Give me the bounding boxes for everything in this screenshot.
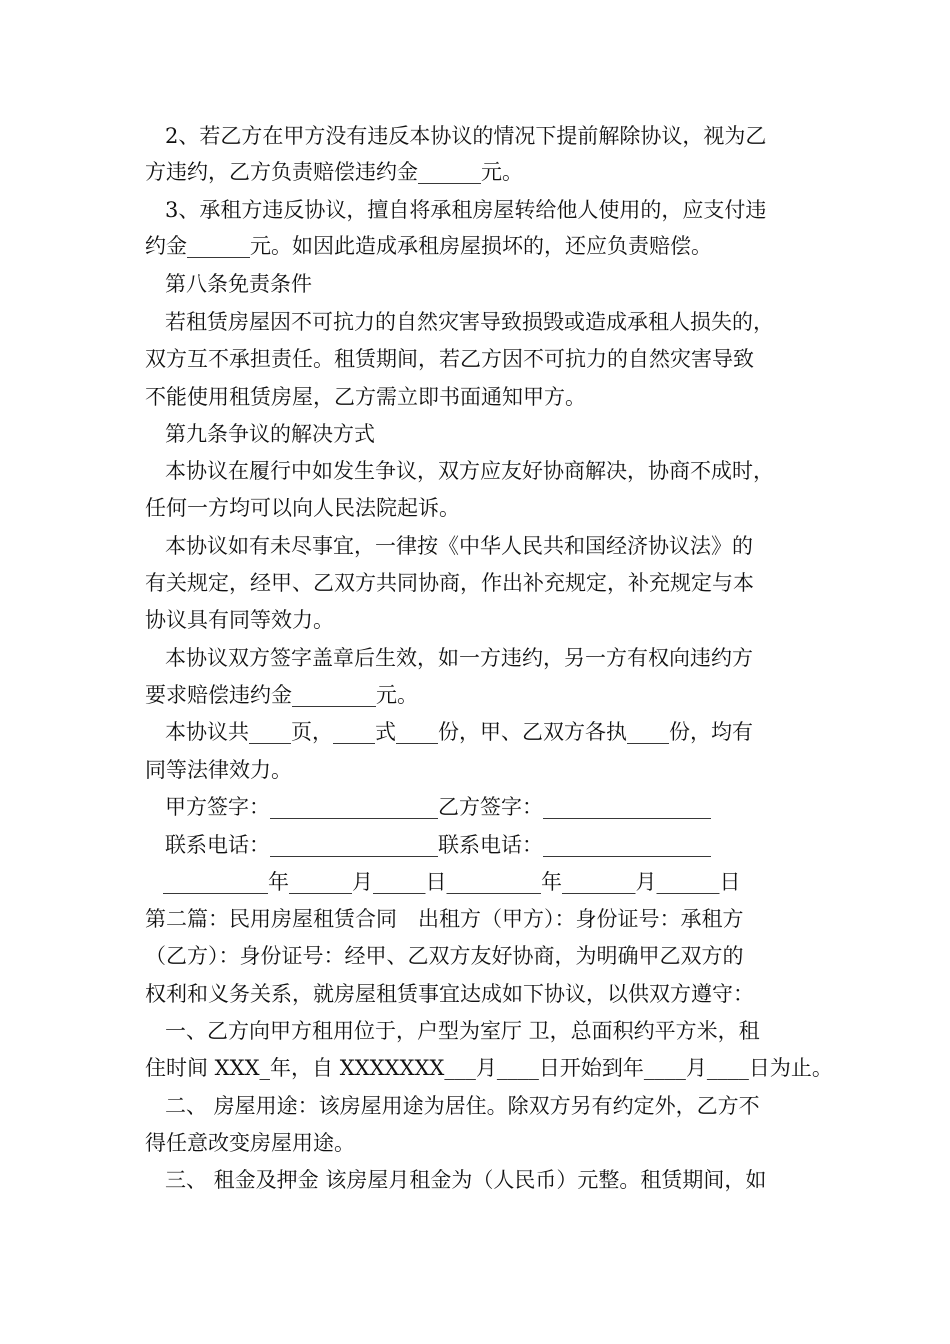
clause-8-body-line-1: 若租赁房屋因不可抗力的自然灾害导致损毁或造成承租人损失的， (165, 310, 774, 334)
effect-paragraph-line-2: 要求赔偿违约金________元。 (145, 683, 418, 707)
signature-line: 甲方签字：________________乙方签字：________________ (165, 795, 711, 819)
clause-8-heading: 第八条免责条件 (165, 272, 312, 296)
part-2-intro-line-2: （乙方）：身份证号：经甲、乙双方友好协商，为明确甲乙双方的 (145, 944, 744, 968)
clause-7-item-2-line-1: 2、若乙方在甲方没有违反本协议的情况下提前解除协议，视为乙 (165, 124, 767, 148)
part-2-item-1-line-2: 住时间 XXX_年，自 XXXXXXX___月____日开始到年____月____日为止。 (145, 1056, 833, 1080)
clause-9-body-line-2: 任何一方均可以向人民法院起诉。 (145, 496, 460, 520)
part-2-intro-line-3: 权利和义务关系，就房屋租赁事宜达成如下协议，以供双方遵守： (145, 982, 754, 1006)
phone-line: 联系电话：________________联系电话：________________ (165, 833, 711, 857)
clause-7-item-2-line-2: 方违约，乙方负责赔偿违约金______元。 (145, 160, 523, 184)
part-2-intro-line-1: 第二篇：民用房屋租赁合同 出租方（甲方）：身份证号：承租方 (145, 907, 744, 931)
clause-7-item-3-line-1: 3、承租方违反协议，擅自将承租房屋转给他人使用的，应支付违 (165, 198, 767, 222)
clause-7-item-3-line-2: 约金______元。如因此造成承租房屋损坏的，还应负责赔偿。 (145, 234, 712, 258)
part-2-item-2-line-2: 得任意改变房屋用途。 (145, 1131, 355, 1155)
part-2-item-3-line-1: 三、 租金及押金 该房屋月租金为（人民币）元整。租赁期间，如 (165, 1168, 767, 1192)
effect-paragraph-line-1: 本协议双方签字盖章后生效，如一方违约，另一方有权向违约方 (165, 646, 753, 670)
date-line: __________年______月_____日_________年_______月______日 (163, 870, 741, 894)
copies-paragraph-line-2: 同等法律效力。 (145, 758, 292, 782)
supplement-paragraph-line-2: 有关规定，经甲、乙双方共同协商，作出补充规定，补充规定与本 (145, 571, 754, 595)
clause-9-heading: 第九条争议的解决方式 (165, 422, 375, 446)
part-2-item-1-line-1: 一、乙方向甲方租用位于，户型为室厅 卫，总面积约平方米，租 (165, 1019, 760, 1043)
copies-paragraph-line-1: 本协议共____页，____式____份，甲、乙双方各执____份，均有 (165, 720, 753, 744)
supplement-paragraph-line-3: 协议具有同等效力。 (145, 608, 334, 632)
clause-8-body-line-2: 双方互不承担责任。租赁期间，若乙方因不可抗力的自然灾害导致 (145, 347, 754, 371)
clause-9-body-line-1: 本协议在履行中如发生争议，双方应友好协商解决，协商不成时， (165, 459, 774, 483)
part-2-item-2-line-1: 二、 房屋用途：该房屋用途为居住。除双方另有约定外，乙方不 (165, 1094, 760, 1118)
clause-8-body-line-3: 不能使用租赁房屋，乙方需立即书面通知甲方。 (145, 385, 586, 409)
supplement-paragraph-line-1: 本协议如有未尽事宜，一律按《中华人民共和国经济协议法》的 (165, 534, 753, 558)
